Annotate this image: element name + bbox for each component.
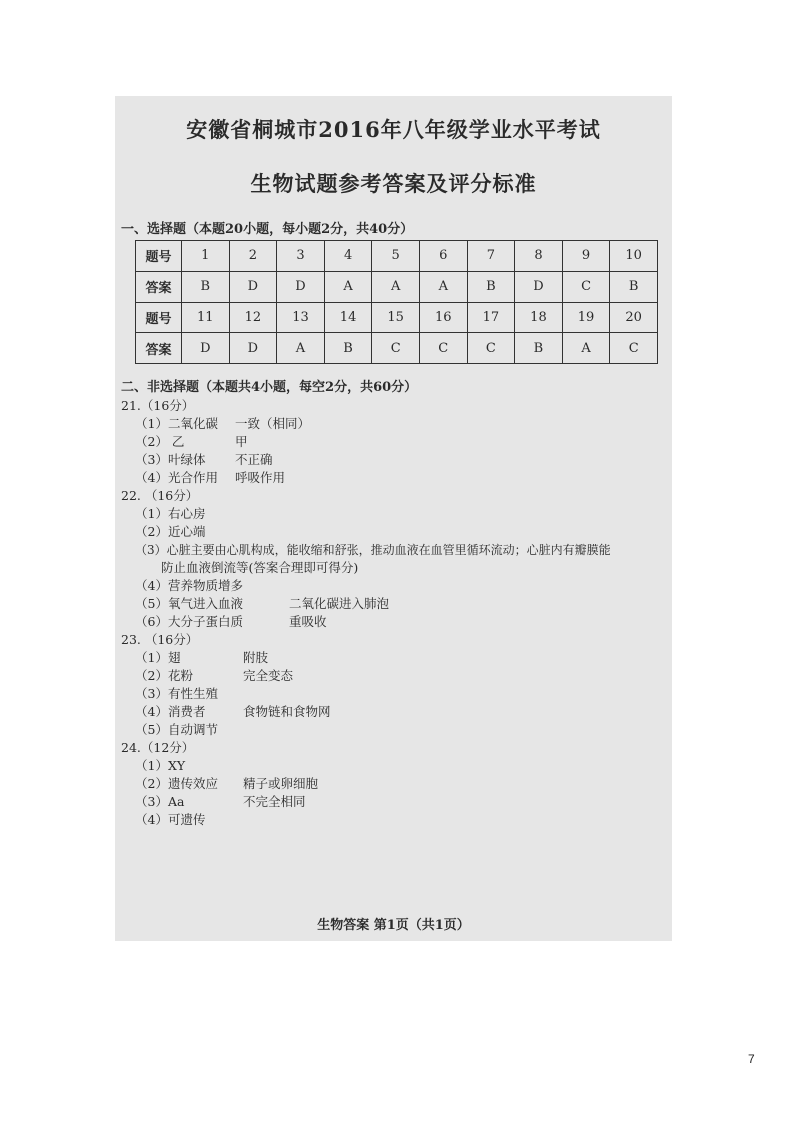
answer-cell: C xyxy=(467,333,515,364)
answer-line: （5）自动调节 xyxy=(135,722,218,737)
table-row xyxy=(136,241,658,272)
answer-line: （4）消费者 xyxy=(135,704,206,719)
answer-line: 食物链和食物网 xyxy=(243,704,331,719)
answer-line: （4）营养物质增多 xyxy=(135,578,243,593)
answer-line: 不正确 xyxy=(235,452,273,467)
scanned-page xyxy=(115,96,672,941)
question-24-heading: 24.（12分） xyxy=(121,740,195,755)
answer-line: （2）遗传效应 xyxy=(135,776,218,791)
table-row xyxy=(136,333,658,364)
row-header: 答案 xyxy=(136,333,182,364)
question-number: 7 xyxy=(467,241,515,272)
question-22-heading: 22. （16分） xyxy=(121,488,199,503)
answer-cell: C xyxy=(419,333,467,364)
answer-line: （1）右心房 xyxy=(135,506,206,521)
row-header: 题号 xyxy=(136,241,182,272)
answer-line: （1）二氧化碳 xyxy=(135,416,218,431)
answer-line: （2）近心端 xyxy=(135,524,206,539)
answer-line: 完全变态 xyxy=(243,668,294,683)
answer-cell: A xyxy=(277,333,325,364)
page-number: 7 xyxy=(748,1052,755,1066)
answer-cell: A xyxy=(562,333,610,364)
question-number: 19 xyxy=(562,302,610,333)
answer-line: （2） 乙 xyxy=(135,434,185,449)
question-number: 13 xyxy=(277,302,325,333)
answer-line: 呼吸作用 xyxy=(235,470,286,485)
question-number: 3 xyxy=(277,241,325,272)
answer-line: （3）有性生殖 xyxy=(135,686,218,701)
question-number: 16 xyxy=(419,302,467,333)
question-number: 5 xyxy=(372,241,420,272)
page-footer: 生物答案 第1页（共1页） xyxy=(317,918,470,933)
answer-cell: D xyxy=(229,271,277,302)
answer-cell: B xyxy=(515,333,563,364)
row-header: 题号 xyxy=(136,302,182,333)
answer-cell: B xyxy=(467,271,515,302)
answer-cell: C xyxy=(372,333,420,364)
answer-line: （2）花粉 xyxy=(135,668,193,683)
answer-line: （4）可遗传 xyxy=(135,812,206,827)
answer-line: 防止血液倒流等(答案合理即可得分) xyxy=(161,560,359,575)
answer-cell: B xyxy=(182,271,230,302)
question-number: 6 xyxy=(419,241,467,272)
table-row xyxy=(136,271,658,302)
answer-line: （6）大分子蛋白质 xyxy=(135,614,243,629)
answer-cell: B xyxy=(610,271,658,302)
exam-subtitle: 生物试题参考答案及评分标准 xyxy=(250,171,537,196)
answer-line: 精子或卵细胞 xyxy=(243,776,319,791)
answer-cell: A xyxy=(324,271,372,302)
answer-line: （1）XY xyxy=(135,758,186,773)
answer-line: 二氧化碳进入肺泡 xyxy=(289,596,390,611)
answer-line: （3）心脏主要由心肌构成，能收缩和舒张，推动血液在血管里循环流动；心脏内有瓣膜能 xyxy=(135,543,611,557)
answer-cell: A xyxy=(419,271,467,302)
question-number: 18 xyxy=(515,302,563,333)
answer-cell: D xyxy=(277,271,325,302)
section-non-choice-heading: 二、非选择题（本题共4小题，每空2分，共60分） xyxy=(121,380,418,395)
table-row xyxy=(136,302,658,333)
question-number: 17 xyxy=(467,302,515,333)
question-number: 12 xyxy=(229,302,277,333)
question-number: 11 xyxy=(182,302,230,333)
answer-cell: D xyxy=(515,271,563,302)
question-number: 10 xyxy=(610,241,658,272)
answer-cell: A xyxy=(372,271,420,302)
question-number: 2 xyxy=(229,241,277,272)
exam-title: 安徽省桐城市2016年八年级学业水平考试 xyxy=(186,117,601,142)
question-number: 15 xyxy=(372,302,420,333)
answer-line: （3）叶绿体 xyxy=(135,452,206,467)
question-number: 14 xyxy=(324,302,372,333)
answer-line: （1）翅 xyxy=(135,650,181,665)
question-number: 1 xyxy=(182,241,230,272)
answer-table xyxy=(135,240,658,364)
question-number: 9 xyxy=(562,241,610,272)
answer-cell: B xyxy=(324,333,372,364)
answer-line: 一致（相同） xyxy=(235,416,311,431)
question-number: 20 xyxy=(610,302,658,333)
question-23-heading: 23. （16分） xyxy=(121,632,199,647)
answer-line: （5）氧气进入血液 xyxy=(135,596,243,611)
answer-line: 重吸收 xyxy=(289,614,327,629)
answer-cell: C xyxy=(562,271,610,302)
answer-line: 不完全相同 xyxy=(243,794,306,809)
answer-line: 附肢 xyxy=(243,650,269,665)
question-number: 8 xyxy=(515,241,563,272)
section-multiple-choice-heading: 一、选择题（本题20小题，每小题2分，共40分） xyxy=(121,222,414,237)
question-21-heading: 21.（16分） xyxy=(121,398,195,413)
answer-cell: C xyxy=(610,333,658,364)
row-header: 答案 xyxy=(136,271,182,302)
answer-cell: D xyxy=(229,333,277,364)
answer-line: （4）光合作用 xyxy=(135,470,218,485)
answer-line: 甲 xyxy=(235,434,248,449)
answer-cell: D xyxy=(182,333,230,364)
question-number: 4 xyxy=(324,241,372,272)
answer-line: （3）Aa xyxy=(135,794,185,809)
